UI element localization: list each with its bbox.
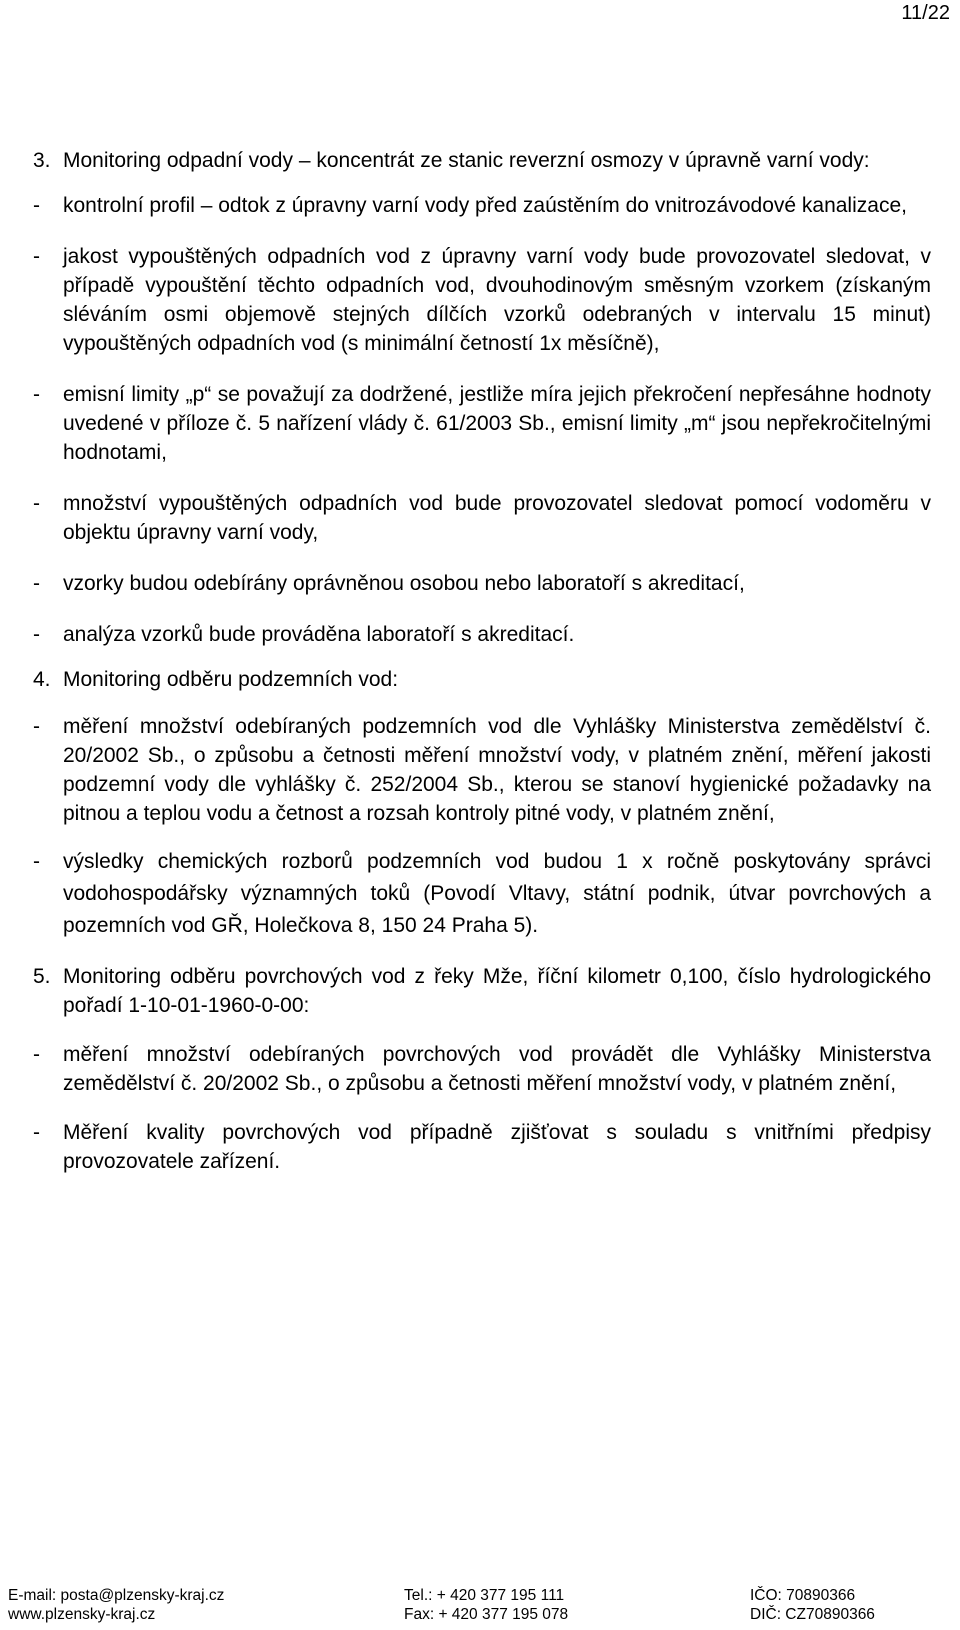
section-heading — [33, 962, 931, 1020]
list-item-text: měření množství odebíraných podzemních vod dle Vyhlášky Ministerstva zemědělství č. 20/2002 Sb., o způsobu a četnosti měření množství vody, v platném znění, měření jakosti podzemní vody dle vyhlášky č. 252/2004 Sb., kterou se stanoví hygienické požadavky na pitnou a teplou vodu a četnost a rozsah kontroly pitné vody, v platném znění, — [63, 715, 931, 825]
footer-contact-web — [8, 1586, 224, 1624]
list-dash: - — [33, 1121, 40, 1144]
list-item — [33, 569, 931, 598]
list-item — [33, 1040, 931, 1098]
list-item-text: výsledky chemických rozborů podzemních vod budou 1 x ročně poskytovány správci vodohospodářsky významných toků (Povodí Vltavy, státní podnik, útvar povrchových a pozemních vod GŘ, Holečkova 8, 150 24 Praha 5). — [63, 850, 931, 937]
list-item — [33, 620, 931, 649]
section-heading — [33, 146, 931, 175]
footer-dic: DIČ: CZ70890366 — [750, 1606, 875, 1623]
section-heading — [33, 665, 931, 694]
section-number: 4. — [33, 668, 51, 691]
footer-ico: IČO: 70890366 — [750, 1587, 856, 1604]
list-dash: - — [33, 715, 40, 738]
footer-email: E-mail: posta@plzensky-kraj.cz — [8, 1587, 225, 1604]
list-item — [33, 242, 931, 358]
list-dash: - — [33, 383, 40, 406]
list-item — [33, 846, 931, 942]
section-title: Monitoring odběru podzemních vod: — [63, 668, 399, 691]
section-title: Monitoring odpadní vody – koncentrát ze stanic reverzní osmozy v úpravně varní vody: — [63, 149, 870, 172]
section-title: Monitoring odběru povrchových vod z řeky Mže, říční kilometr 0,100, číslo hydrologického pořadí 1-10-01-1960-0-00: — [63, 965, 931, 1017]
footer-web: www.plzensky-kraj.cz — [8, 1606, 156, 1623]
list-item — [33, 1118, 931, 1176]
page-number: 11/22 — [901, 2, 950, 24]
list-item — [33, 380, 931, 467]
footer-ids — [750, 1586, 875, 1624]
list-dash: - — [33, 194, 40, 217]
list-item-text: množství vypouštěných odpadních vod bude provozovatel sledovat pomocí vodoměru v objektu úpravny varní vody, — [63, 492, 931, 544]
list-item-text: kontrolní profil – odtok z úpravny varní vody před zaústěním do vnitrozávodové kanalizace, — [63, 194, 907, 217]
list-item-text: vzorky budou odebírány oprávněnou osobou nebo laboratoří s akreditací, — [63, 572, 745, 595]
list-item-text: analýza vzorků bude prováděna laboratoří s akreditací. — [63, 623, 575, 646]
document-body — [33, 146, 931, 1176]
list-item-text: jakost vypouštěných odpadních vod z úpravny varní vody bude provozovatel sledovat, v případě vypouštění těchto odpadních vod, dvouhodinovým směsným vzorkem (získaným sléváním osmi objemově stejných dílčích vzorků odebraných v intervalu 15 minut) vypouštěných odpadních vod (s minimální četností 1x měsíčně), — [63, 245, 931, 355]
list-dash: - — [33, 492, 40, 515]
footer-phone-fax — [404, 1586, 568, 1624]
list-dash: - — [33, 245, 40, 268]
footer-tel: Tel.: + 420 377 195 111 — [404, 1587, 565, 1604]
list-item-text: měření množství odebíraných povrchových vod provádět dle Vyhlášky Ministerstva zemědělství č. 20/2002 Sb., o způsobu a četnosti měření množství vody, v platném znění, — [63, 1043, 931, 1095]
list-dash: - — [33, 572, 40, 595]
list-item — [33, 712, 931, 828]
list-item-text: emisní limity „p“ se považují za dodržené, jestliže míra jejich překročení nepřesáhne hodnoty uvedené v příloze č. 5 nařízení vlády č. 61/2003 Sb., emisní limity „m“ jsou nepřekročitelnými hodnotami, — [63, 383, 931, 464]
section-number: 3. — [33, 149, 51, 172]
list-dash: - — [33, 850, 40, 873]
list-item-text: Měření kvality povrchových vod případně zjišťovat s souladu s vnitřními předpisy provozovatele zařízení. — [63, 1121, 931, 1173]
footer-fax: Fax: + 420 377 195 078 — [404, 1606, 569, 1623]
section-number: 5. — [33, 965, 51, 988]
list-item — [33, 191, 931, 220]
list-dash: - — [33, 623, 40, 646]
list-item — [33, 489, 931, 547]
list-dash: - — [33, 1043, 40, 1066]
